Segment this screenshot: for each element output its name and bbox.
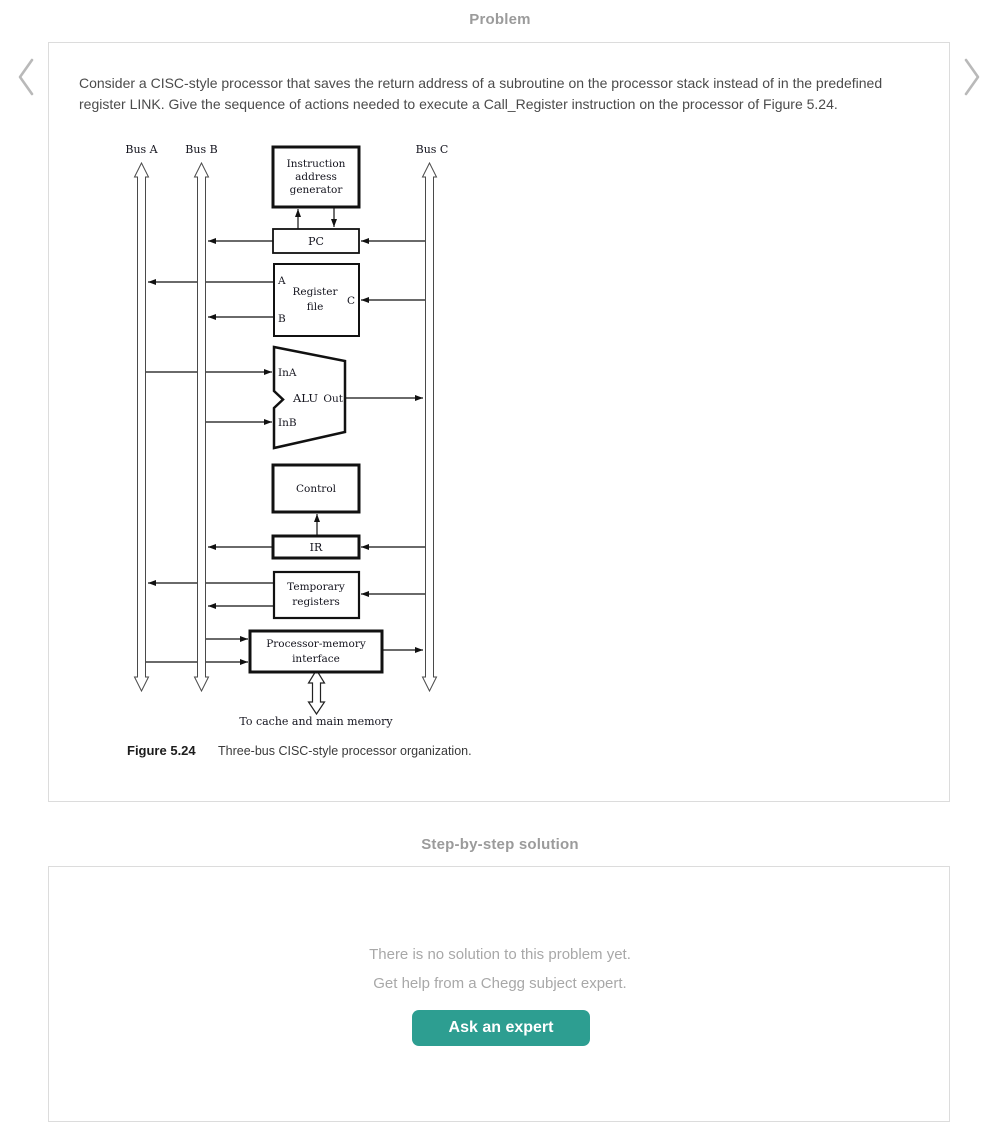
alu-out-label: Out (323, 393, 343, 405)
previous-problem-button[interactable] (12, 56, 40, 98)
alu-ina-label: InA (278, 367, 297, 379)
regfile-label-line1: Register (292, 286, 338, 298)
bus-c-label: Bus C (415, 143, 449, 156)
no-solution-message: There is no solution to this problem yet. (369, 946, 631, 963)
control-label: Control (295, 483, 337, 495)
to-cache-label: To cache and main memory (239, 715, 393, 728)
problem-section-title: Problem (469, 11, 531, 28)
pc-label: PC (308, 235, 324, 248)
ask-an-expert-button[interactable]: Ask an expert (412, 1010, 590, 1046)
alu-inb-label: InB (278, 417, 297, 429)
iag-label-line1: Instruction (286, 158, 346, 170)
memory-double-arrow (309, 670, 325, 714)
regfile-label-line2: file (306, 301, 324, 313)
problem-card (48, 42, 950, 802)
bus-b-label: Bus B (185, 143, 218, 156)
problem-statement-line2: register LINK. Give the sequence of actions needed to execute a Call_Register instruction on the processor of Figure 5.24. (79, 96, 838, 112)
bus-a-label: Bus A (125, 143, 158, 156)
alu-label: ALU (293, 391, 319, 405)
iag-label-line2: address (295, 171, 337, 183)
get-help-message: Get help from a Chegg subject expert. (373, 975, 627, 992)
pmi-label-line1: Processor-memory (266, 638, 366, 650)
temporary-registers-box (274, 572, 359, 618)
regfile-port-a-label: A (278, 275, 286, 287)
ir-label: IR (309, 541, 323, 554)
bus-c-line (423, 163, 437, 691)
next-problem-button[interactable] (958, 56, 986, 98)
bus-a-line (135, 163, 149, 691)
processor-diagram-figure (121, 141, 481, 771)
pmi-label-line2: interface (292, 653, 340, 665)
figure-caption: Three-bus CISC-style processor organization. (218, 744, 472, 758)
solution-section-title: Step-by-step solution (421, 836, 579, 853)
chevron-left-icon (12, 56, 40, 98)
temp-label-line1: Temporary (287, 581, 345, 593)
regfile-port-c-label: C (346, 295, 355, 307)
chevron-right-icon (958, 56, 986, 98)
temp-label-line2: registers (292, 596, 340, 608)
solution-card (48, 866, 950, 1122)
problem-statement-line1: Consider a CISC-style processor that saves the return address of a subroutine on the processor stack instead of in the predefined (79, 75, 883, 91)
problem-statement (79, 73, 909, 115)
iag-label-line3: generator (289, 184, 343, 196)
figure-number-label: Figure 5.24 (127, 743, 196, 758)
regfile-port-b-label: B (278, 313, 286, 325)
bus-b-line (195, 163, 209, 691)
